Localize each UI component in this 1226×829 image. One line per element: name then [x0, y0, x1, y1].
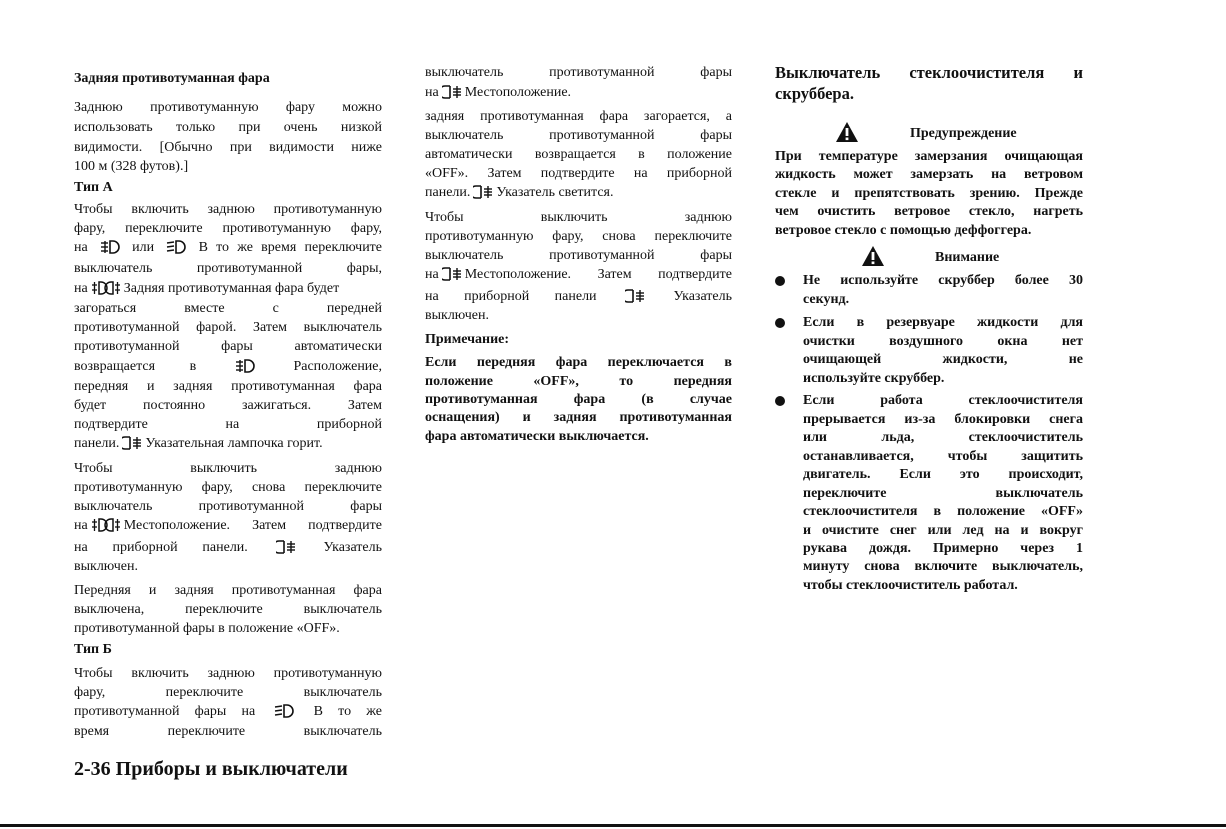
bullet-line: очистки воздушного окна нет [803, 334, 1083, 349]
front-fog-lamp-icon [234, 358, 256, 374]
bottom-divider [0, 824, 1226, 827]
paragraph-line: Чтобы выключить заднюю [74, 461, 382, 476]
paragraph-line [74, 279, 382, 299]
paragraph-line [74, 357, 382, 377]
paragraph-line: будет постоянно зажигаться. Затем [74, 398, 382, 413]
text-run: панели. [425, 185, 471, 200]
note-label: Примечание: [425, 332, 510, 347]
warning-header [775, 121, 1083, 147]
warning-label: Предупреждение [910, 126, 1017, 141]
paragraph-line: выключатель противотуманной фары [74, 499, 382, 514]
text-run: Указатель светится. [496, 185, 614, 200]
paragraph-line: подтвердите на приборной [74, 417, 382, 432]
paragraph-line: фару, переключите противотуманную фару, [74, 221, 382, 236]
paragraph-line: противотуманную фару, снова переключите [425, 229, 732, 244]
paragraph-line: задняя противотуманная фара загорается, а [425, 109, 732, 124]
paragraph-line [74, 238, 382, 258]
paragraph-line [74, 702, 382, 722]
text-run: Расположение, [293, 359, 383, 374]
note-line: оснащения) и задняя противотуманная [425, 410, 732, 425]
paragraph-line: противотуманной фарой. Затем выключатель [74, 320, 382, 335]
text-run: на приборной панели [425, 289, 597, 304]
paragraph-line [74, 434, 382, 454]
paragraph-line: время переключите выключатель [74, 724, 382, 739]
note-line: фара автоматически выключается. [425, 429, 649, 444]
warning-triangle-icon [861, 245, 885, 272]
paragraph-line: выключатель противотуманной фары [425, 248, 732, 263]
bullet-line: и очистите снег или лед на и вокруг [803, 523, 1083, 538]
rear-fog-lamp-icon [625, 288, 645, 304]
bullet-line: переключите выключатель [803, 486, 1083, 501]
paragraph-line: выключатель противотуманной фары [425, 65, 732, 80]
text-run: панели. [74, 436, 120, 451]
page-footer: 2-36 Приборы и выключатели [74, 758, 348, 780]
bullet-line: останавливается, чтобы защитить [803, 449, 1083, 464]
section-title: Выключатель стеклоочистителя и [775, 63, 1083, 82]
warning-line: При температуре замерзания очищающая [775, 149, 1083, 164]
paragraph-line: противотуманную фару, снова переключите [74, 480, 382, 495]
rear-fog-lamp-icon [442, 266, 462, 282]
bullet-line: двигатель. Если это происходит, [803, 467, 1083, 482]
bullet-line: стеклоочистителя в положение «OFF» [803, 504, 1083, 519]
bullet-line: рукава дождя. Примерно через 1 [803, 541, 1083, 556]
bullet-dot [775, 396, 785, 406]
bullet-line: Если работа стеклоочистителя [803, 393, 1083, 408]
paragraph-line: использовать только при очень низкой [74, 120, 382, 135]
paragraph-line [425, 287, 732, 307]
text-run: на приборной панели. [74, 540, 248, 555]
note-line: противотуманная фара (в случае [425, 392, 732, 407]
bullet-line: Если в резервуаре жидкости для [803, 315, 1083, 330]
paragraph-line: Чтобы включить заднюю противотуманную [74, 202, 382, 217]
caution-header [775, 245, 1083, 271]
bullet-dot [775, 276, 785, 286]
text-run: на [425, 267, 439, 282]
subheading-type-b: Тип Б [74, 642, 112, 657]
warning-triangle-icon [835, 121, 859, 148]
bullet-line: очищающей жидкости, не [803, 352, 1083, 367]
warning-line: чем очистить ветровое стекло, нагреть [775, 204, 1083, 219]
paragraph-line [74, 516, 382, 536]
paragraph-line [425, 83, 732, 103]
rear-fog-lamp-icon [276, 539, 296, 555]
text-run: или [132, 240, 155, 255]
paragraph-line: Заднюю противотуманную фару можно [74, 100, 382, 115]
front-and-rear-fog-icon [91, 280, 121, 296]
paragraph-line: выключатель противотуманной фары [425, 128, 732, 143]
headlamp-icon [165, 239, 187, 255]
text-run: В то же [313, 704, 382, 719]
front-fog-lamp-icon [99, 239, 121, 255]
bullet-line: минуту снова включите выключатель, [803, 559, 1083, 574]
rear-fog-lamp-icon [122, 435, 142, 451]
text-run: Указательная лампочка горит. [145, 436, 323, 451]
paragraph-line: Чтобы включить заднюю противотуманную [74, 666, 382, 681]
paragraph-line: Передняя и задняя противотуманная фара [74, 583, 382, 598]
text-run: В то же время переключите [198, 240, 383, 255]
paragraph-line: Чтобы выключить заднюю [425, 210, 732, 225]
paragraph-line [74, 538, 382, 558]
paragraph-line: фару, переключите выключатель [74, 685, 382, 700]
text-run: возвращается в [74, 359, 197, 374]
caution-label: Внимание [935, 250, 1000, 265]
rear-fog-lamp-icon [442, 84, 462, 100]
paragraph-line: «OFF». Затем подтвердите на приборной [425, 166, 732, 181]
text-run: на [74, 240, 88, 255]
paragraph-line: выключен. [74, 559, 138, 574]
paragraph-line: выключен. [425, 308, 489, 323]
bullet-line: Не используйте скруббер более 30 [803, 273, 1083, 288]
paragraph-line: автоматически возвращается в положение [425, 147, 732, 162]
text-run: противотуманной фары на [74, 704, 256, 719]
rear-fog-lamp-icon [473, 184, 493, 200]
note-line: положение «OFF», то передняя [425, 374, 732, 389]
paragraph-line: противотуманной фары в положение «OFF». [74, 621, 340, 636]
warning-line: ветровое стекло с помощью деффоггера. [775, 223, 1032, 238]
text-run: Указатель [323, 540, 383, 555]
bullet-line: секунд. [803, 292, 850, 307]
bullet-line: чтобы стеклоочиститель работал. [803, 578, 1018, 593]
text-run: на [425, 85, 439, 100]
front-and-rear-fog-icon [91, 517, 121, 533]
bullet-line: прерывается из-за блокировки снега [803, 412, 1083, 427]
paragraph-line: передняя и задняя противотуманная фара [74, 379, 382, 394]
paragraph-line: выключатель противотуманной фары, [74, 261, 382, 276]
text-run: Местоположение. Затем подтвердите [464, 267, 732, 282]
bullet-line: или льда, стеклоочиститель [803, 430, 1083, 445]
paragraph-line [425, 183, 732, 203]
paragraph-line: выключена, переключите выключатель [74, 602, 382, 617]
note-line: Если передняя фара переключается в [425, 355, 732, 370]
bullet-line: используйте скруббер. [803, 371, 945, 386]
text-run: Местоположение. Затем подтвердите [123, 518, 382, 533]
text-run: на [74, 518, 88, 533]
section-title: скруббера. [775, 84, 854, 103]
subheading-type-a: Тип A [74, 180, 113, 195]
bullet-dot [775, 318, 785, 328]
section-heading: Задняя противотуманная фара [74, 71, 270, 86]
paragraph-line: загораться вместе с передней [74, 301, 382, 316]
paragraph-line [425, 265, 732, 285]
text-run: Указатель [673, 289, 733, 304]
text-run: Задняя противотуманная фара будет [123, 281, 340, 296]
paragraph-line: противотуманной фары автоматически [74, 339, 382, 354]
headlamp-icon [273, 703, 295, 719]
paragraph-line: 100 м (328 футов).] [74, 159, 189, 174]
text-run: Местоположение. [464, 85, 572, 100]
warning-line: стекле и препятствовать зрению. Прежде [775, 186, 1083, 201]
paragraph-line: видимости. [Обычно при видимости ниже [74, 140, 382, 155]
text-run: на [74, 281, 88, 296]
warning-line: жидкость может замерзать на ветровом [775, 167, 1083, 182]
